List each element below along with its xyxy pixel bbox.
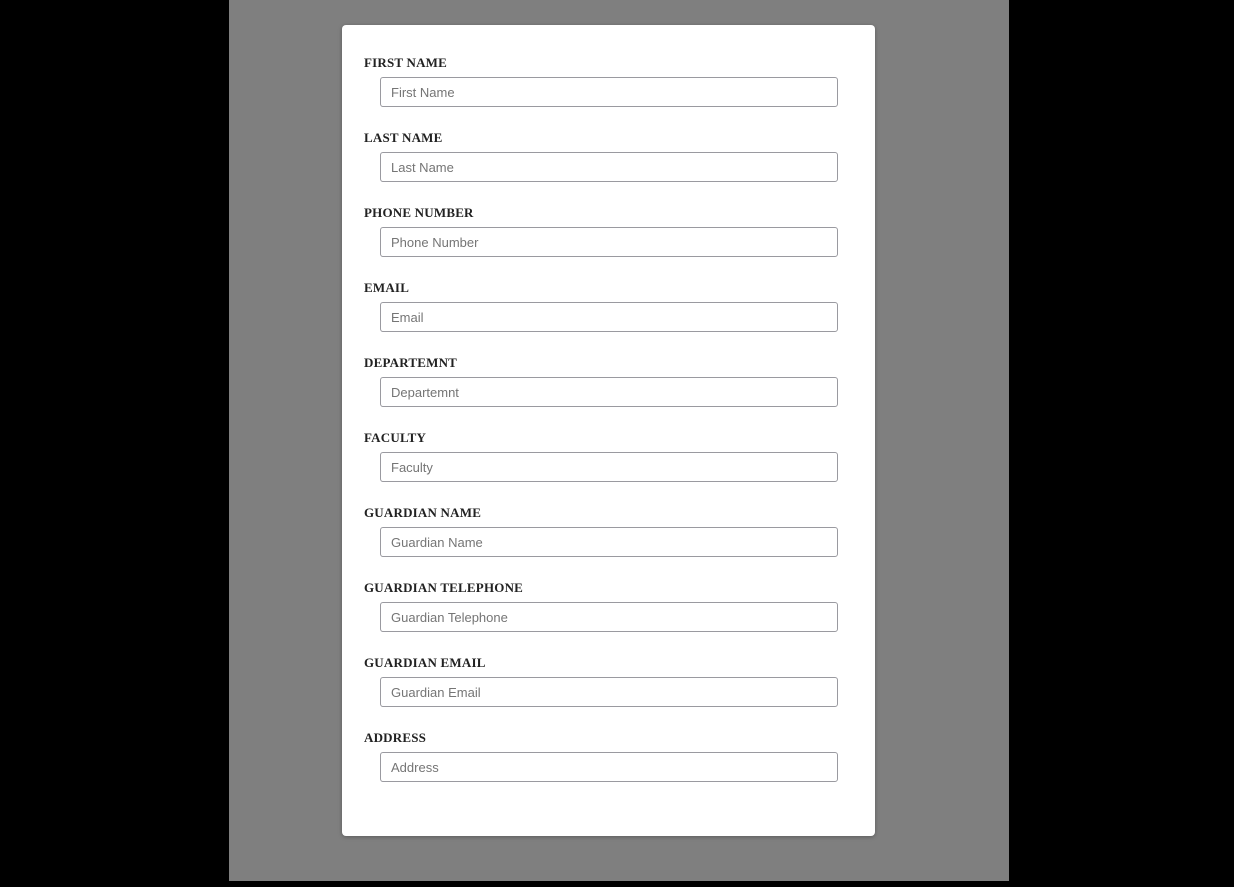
field-guardian-email bbox=[364, 655, 875, 707]
app-viewport bbox=[229, 0, 1009, 881]
guardian-telephone-input[interactable] bbox=[380, 602, 838, 632]
guardian-telephone-label: GUARDIAN TELEPHONE bbox=[364, 580, 524, 595]
faculty-label: FACULTY bbox=[364, 430, 427, 445]
field-faculty bbox=[364, 430, 875, 482]
student-registration-form-card bbox=[342, 25, 875, 836]
field-departemnt bbox=[364, 355, 875, 407]
field-address bbox=[364, 730, 875, 782]
first-name-label: FIRST NAME bbox=[364, 55, 448, 70]
field-last-name bbox=[364, 130, 875, 182]
guardian-email-label: GUARDIAN EMAIL bbox=[364, 655, 486, 670]
field-first-name bbox=[364, 55, 875, 107]
last-name-input[interactable] bbox=[380, 152, 838, 182]
field-email bbox=[364, 280, 875, 332]
field-phone-number bbox=[364, 205, 875, 257]
faculty-input[interactable] bbox=[380, 452, 838, 482]
phone-number-input[interactable] bbox=[380, 227, 838, 257]
email-input[interactable] bbox=[380, 302, 838, 332]
guardian-email-input[interactable] bbox=[380, 677, 838, 707]
guardian-name-input[interactable] bbox=[380, 527, 838, 557]
first-name-input[interactable] bbox=[380, 77, 838, 107]
departemnt-input[interactable] bbox=[380, 377, 838, 407]
field-guardian-name bbox=[364, 505, 875, 557]
phone-number-label: PHONE NUMBER bbox=[364, 205, 474, 220]
address-input[interactable] bbox=[380, 752, 838, 782]
email-label: EMAIL bbox=[364, 280, 410, 295]
guardian-name-label: GUARDIAN NAME bbox=[364, 505, 482, 520]
address-label: ADDRESS bbox=[364, 730, 427, 745]
last-name-label: LAST NAME bbox=[364, 130, 443, 145]
field-guardian-telephone bbox=[364, 580, 875, 632]
departemnt-label: DEPARTEMNT bbox=[364, 355, 458, 370]
